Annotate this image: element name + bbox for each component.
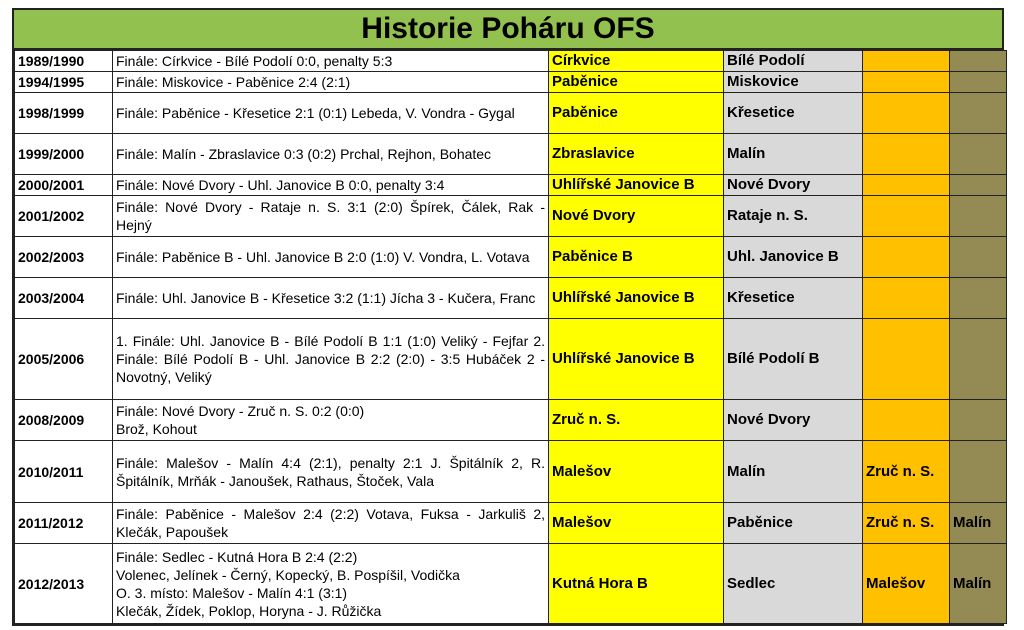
fourth-place-cell xyxy=(950,175,1007,196)
runner-up-cell: Paběnice xyxy=(724,503,863,544)
third-place-cell xyxy=(863,134,950,175)
third-place-cell xyxy=(863,278,950,319)
season-cell: 2011/2012 xyxy=(15,503,113,544)
fourth-place-cell: Malín xyxy=(950,544,1007,624)
third-place-cell: Malešov xyxy=(863,544,950,624)
fourth-place-cell xyxy=(950,441,1007,503)
final-description-cell: Finále: Církvice - Bílé Podolí 0:0, penalty 5:3 xyxy=(113,51,549,72)
table-row xyxy=(15,441,1007,503)
fourth-place-cell xyxy=(950,93,1007,134)
final-description-cell: Finále: Nové Dvory - Uhl. Janovice B 0:0, penalty 3:4 xyxy=(113,175,549,196)
season-cell: 2002/2003 xyxy=(15,237,113,278)
table-row xyxy=(15,51,1007,72)
fourth-place-cell xyxy=(950,237,1007,278)
results-sheet xyxy=(12,8,1004,626)
winner-cell: Malešov xyxy=(549,503,724,544)
table-row xyxy=(15,544,1007,624)
runner-up-cell: Bílé Podolí B xyxy=(724,319,863,400)
winner-cell: Kutná Hora B xyxy=(549,544,724,624)
runner-up-cell: Křesetice xyxy=(724,278,863,319)
season-cell: 2010/2011 xyxy=(15,441,113,503)
final-description-cell: Finále: Malešov - Malín 4:4 (2:1), penalty 2:1 J. Špitálník 2, R. Špitálník, Mrňák - Janoušek, Rathaus, Štoček, Vala xyxy=(113,441,549,503)
table-row xyxy=(15,319,1007,400)
table-body xyxy=(15,51,1007,624)
table-row xyxy=(15,134,1007,175)
third-place-cell xyxy=(863,400,950,441)
final-description-cell: Finále: Uhl. Janovice B - Křesetice 3:2 (1:1) Jícha 3 - Kučera, Franc xyxy=(113,278,549,319)
runner-up-cell: Nové Dvory xyxy=(724,400,863,441)
final-description-cell: Finále: Sedlec - Kutná Hora B 2:4 (2:2) Volenec, Jelínek - Černý, Kopecký, B. Pospíšil, Vodička O. 3. místo: Malešov - Malín 4:1 (3:1) Klečák, Žídek, Poklop, Horyna - J. Růžička xyxy=(113,544,549,624)
season-cell: 2012/2013 xyxy=(15,544,113,624)
winner-cell: Uhlířské Janovice B xyxy=(549,319,724,400)
third-place-cell xyxy=(863,196,950,237)
winner-cell: Církvice xyxy=(549,51,724,72)
fourth-place-cell: Malín xyxy=(950,503,1007,544)
season-cell: 1989/1990 xyxy=(15,51,113,72)
third-place-cell xyxy=(863,319,950,400)
winner-cell: Zruč n. S. xyxy=(549,400,724,441)
winner-cell: Uhlířské Janovice B xyxy=(549,175,724,196)
table-row xyxy=(15,237,1007,278)
final-description-cell: Finále: Paběnice - Křesetice 2:1 (0:1) Lebeda, V. Vondra - Gygal xyxy=(113,93,549,134)
final-description-cell: Finále: Paběnice - Malešov 2:4 (2:2) Votava, Fuksa - Jarkuliš 2, Klečák, Papoušek xyxy=(113,503,549,544)
season-cell: 1994/1995 xyxy=(15,72,113,93)
winner-cell: Malešov xyxy=(549,441,724,503)
table-wrapper xyxy=(12,50,1004,626)
season-cell: 1999/2000 xyxy=(15,134,113,175)
season-cell: 2008/2009 xyxy=(15,400,113,441)
winner-cell: Paběnice B xyxy=(549,237,724,278)
season-cell: 2005/2006 xyxy=(15,319,113,400)
runner-up-cell: Nové Dvory xyxy=(724,175,863,196)
runner-up-cell: Malín xyxy=(724,441,863,503)
fourth-place-cell xyxy=(950,51,1007,72)
runner-up-cell: Sedlec xyxy=(724,544,863,624)
winner-cell: Zbraslavice xyxy=(549,134,724,175)
final-description-cell: Finále: Nové Dvory - Rataje n. S. 3:1 (2:0) Špírek, Čálek, Rak - Hejný xyxy=(113,196,549,237)
table-row xyxy=(15,175,1007,196)
table-row xyxy=(15,72,1007,93)
runner-up-cell: Rataje n. S. xyxy=(724,196,863,237)
runner-up-cell: Uhl. Janovice B xyxy=(724,237,863,278)
table-row xyxy=(15,278,1007,319)
table-row xyxy=(15,196,1007,237)
third-place-cell: Zruč n. S. xyxy=(863,441,950,503)
fourth-place-cell xyxy=(950,72,1007,93)
sheet-title: Historie Poháru OFS xyxy=(12,8,1004,50)
third-place-cell xyxy=(863,72,950,93)
winner-cell: Nové Dvory xyxy=(549,196,724,237)
third-place-cell xyxy=(863,51,950,72)
fourth-place-cell xyxy=(950,134,1007,175)
final-description-cell: 1. Finále: Uhl. Janovice B - Bílé Podolí B 1:1 (1:0) Veliký - Fejfar 2. Finále: Bílé Podolí B - Uhl. Janovice B 2:2 (2:0) - 3:5 Hubáček 2 - Novotný, Veliký xyxy=(113,319,549,400)
runner-up-cell: Křesetice xyxy=(724,93,863,134)
winner-cell: Paběnice xyxy=(549,72,724,93)
winner-cell: Paběnice xyxy=(549,93,724,134)
fourth-place-cell xyxy=(950,196,1007,237)
third-place-cell xyxy=(863,175,950,196)
runner-up-cell: Bílé Podolí xyxy=(724,51,863,72)
history-table xyxy=(14,50,1007,624)
season-cell: 2000/2001 xyxy=(15,175,113,196)
season-cell: 1998/1999 xyxy=(15,93,113,134)
runner-up-cell: Miskovice xyxy=(724,72,863,93)
fourth-place-cell xyxy=(950,400,1007,441)
final-description-cell: Finále: Paběnice B - Uhl. Janovice B 2:0 (1:0) V. Vondra, L. Votava xyxy=(113,237,549,278)
fourth-place-cell xyxy=(950,278,1007,319)
final-description-cell: Finále: Malín - Zbraslavice 0:3 (0:2) Prchal, Rejhon, Bohatec xyxy=(113,134,549,175)
third-place-cell xyxy=(863,237,950,278)
table-row xyxy=(15,503,1007,544)
third-place-cell xyxy=(863,93,950,134)
third-place-cell: Zruč n. S. xyxy=(863,503,950,544)
season-cell: 2001/2002 xyxy=(15,196,113,237)
table-row xyxy=(15,400,1007,441)
winner-cell: Uhlířské Janovice B xyxy=(549,278,724,319)
season-cell: 2003/2004 xyxy=(15,278,113,319)
table-row xyxy=(15,93,1007,134)
final-description-cell: Finále: Nové Dvory - Zruč n. S. 0:2 (0:0) Brož, Kohout xyxy=(113,400,549,441)
runner-up-cell: Malín xyxy=(724,134,863,175)
final-description-cell: Finále: Miskovice - Paběnice 2:4 (2:1) xyxy=(113,72,549,93)
fourth-place-cell xyxy=(950,319,1007,400)
